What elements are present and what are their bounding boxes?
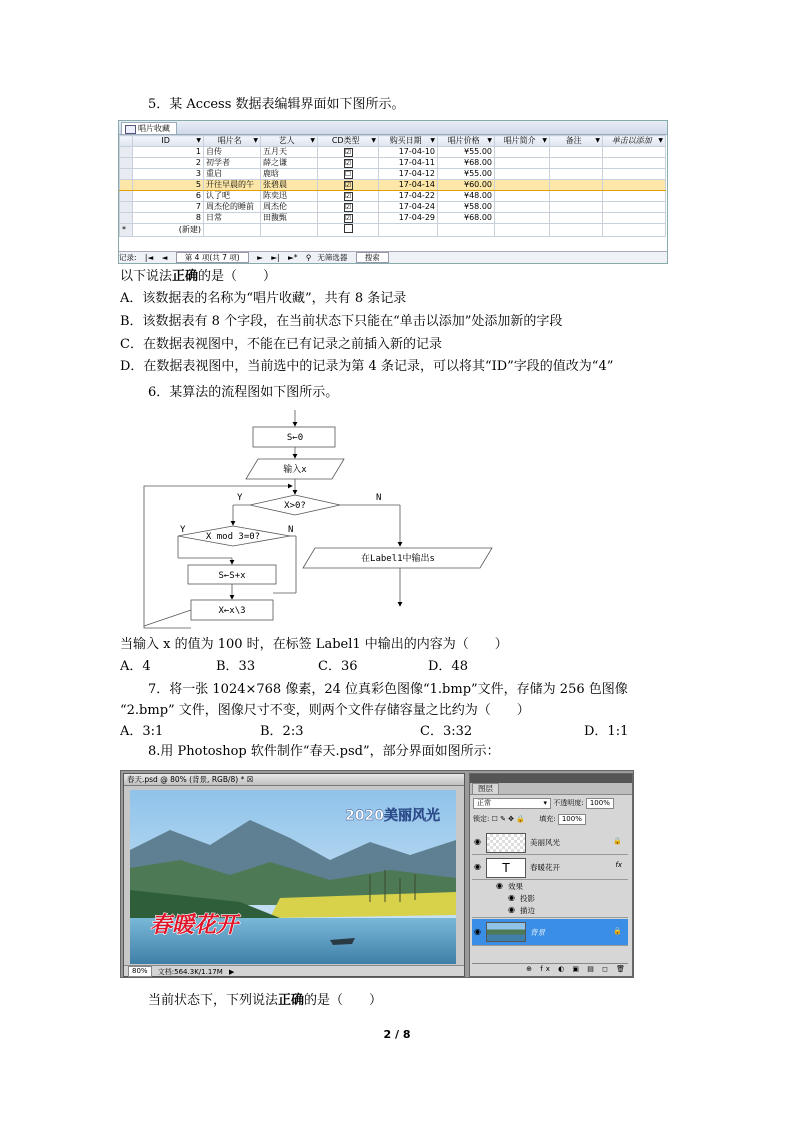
caption-art-text: 春暖花开 bbox=[150, 912, 239, 938]
layer-thumbnail bbox=[486, 922, 526, 942]
checkbox[interactable]: ☐ bbox=[344, 170, 352, 178]
table-row[interactable] bbox=[120, 158, 666, 169]
opacity-label: 不透明度: bbox=[553, 799, 584, 807]
cell-cd[interactable] bbox=[318, 202, 379, 213]
table-row[interactable] bbox=[120, 169, 666, 180]
filter-button[interactable]: 无筛选器 bbox=[317, 253, 348, 262]
fx-icon[interactable]: fx bbox=[615, 861, 622, 869]
table-row[interactable] bbox=[120, 191, 666, 202]
cell-date[interactable]: 17-04-29 bbox=[379, 213, 438, 224]
layer-thumbnail bbox=[486, 833, 526, 853]
document-window bbox=[123, 773, 465, 977]
zoom-field[interactable]: 80% bbox=[128, 966, 152, 977]
effect-label: 投影 bbox=[520, 894, 535, 903]
q5-option-a: A．该数据表的名称为“唱片收藏”，共有 8 条记录 bbox=[120, 291, 407, 306]
cell-artist[interactable]: 周杰伦 bbox=[261, 202, 318, 213]
dropdown-arrow-icon[interactable]: ▼ bbox=[658, 137, 663, 144]
select-all-corner[interactable] bbox=[120, 136, 133, 147]
col-header[interactable]: CD类型 ▼ bbox=[318, 136, 379, 147]
access-datasheet bbox=[118, 120, 668, 264]
cell-date[interactable]: 17-04-12 bbox=[379, 169, 438, 180]
table-row-new[interactable] bbox=[120, 224, 666, 237]
eye-icon[interactable]: ◉ bbox=[474, 862, 481, 871]
cell-date[interactable]: 17-04-24 bbox=[379, 202, 438, 213]
cell-add[interactable] bbox=[603, 180, 666, 191]
lock-icon: 🔒 bbox=[613, 837, 622, 845]
q5-option-d: D．在数据表视图中，当前选中的记录为第 4 条记录，可以将其“ID”字段的值改为“4” bbox=[120, 359, 614, 374]
cell-name[interactable]: 初学者 bbox=[204, 158, 261, 169]
page-number: 2 / 8 bbox=[383, 1028, 411, 1041]
table-row[interactable] bbox=[120, 147, 666, 158]
cell-add[interactable] bbox=[603, 202, 666, 213]
dropdown-arrow-icon[interactable]: ▼ bbox=[487, 137, 492, 144]
cell-cd[interactable] bbox=[318, 191, 379, 202]
cell-add[interactable] bbox=[603, 191, 666, 202]
row-selector[interactable] bbox=[120, 169, 133, 180]
cell-intro[interactable] bbox=[495, 213, 550, 224]
cell-artist[interactable]: 五月天 bbox=[261, 147, 318, 158]
next-record-button[interactable]: ► bbox=[257, 253, 263, 262]
cell-intro[interactable] bbox=[495, 169, 550, 180]
col-header[interactable]: 购买日期 ▼ bbox=[379, 136, 438, 147]
cell-intro[interactable] bbox=[495, 224, 550, 237]
doc-size-text: 文档:564.3K/1.17M bbox=[157, 967, 223, 976]
cell-intro[interactable] bbox=[495, 158, 550, 169]
checkbox[interactable]: ☑ bbox=[344, 181, 352, 189]
opacity-field[interactable]: 100% bbox=[586, 798, 614, 809]
cell-id[interactable]: 1 bbox=[133, 147, 204, 158]
q7-line1: 7．将一张 1024×768 像素，24 位真彩色图像“1.bmp”文件，存储为 256 色图像 bbox=[148, 682, 628, 697]
cell-price[interactable]: ¥55.00 bbox=[438, 169, 495, 180]
cell-cd[interactable] bbox=[318, 169, 379, 180]
record-position-field[interactable]: 第 4 项(共 7 项) bbox=[176, 252, 249, 263]
new-row-marker: * bbox=[120, 224, 133, 237]
flow-output-text: 在Label1中输出s bbox=[361, 554, 435, 564]
dropdown-arrow-icon[interactable]: ▼ bbox=[196, 137, 201, 144]
cell-id[interactable]: 8 bbox=[133, 213, 204, 224]
cell-date[interactable]: 17-04-11 bbox=[379, 158, 438, 169]
row-selector[interactable] bbox=[120, 202, 133, 213]
cell-cd[interactable] bbox=[318, 147, 379, 158]
cell-cd[interactable] bbox=[318, 224, 379, 237]
fill-field[interactable]: 100% bbox=[558, 814, 586, 825]
layers-tab[interactable]: 图层 bbox=[472, 783, 499, 794]
flow-no-label: N bbox=[288, 525, 294, 535]
dropdown-arrow-icon[interactable]: ▼ bbox=[430, 137, 435, 144]
q6-option-a: A．4 bbox=[120, 659, 151, 674]
col-header[interactable]: 唱片价格 ▼ bbox=[438, 136, 495, 147]
cell-intro[interactable] bbox=[495, 191, 550, 202]
cell-price[interactable]: ¥68.00 bbox=[438, 213, 495, 224]
cell-note[interactable] bbox=[550, 202, 603, 213]
cell-cd[interactable] bbox=[318, 180, 379, 191]
dropdown-arrow-icon[interactable]: ▼ bbox=[542, 137, 547, 144]
lock-row bbox=[473, 813, 586, 825]
flow-cond1-text: X>0? bbox=[284, 501, 306, 511]
q6-option-c: C．36 bbox=[318, 659, 358, 674]
cell-date[interactable]: 17-04-22 bbox=[379, 191, 438, 202]
cell-name[interactable] bbox=[204, 224, 261, 237]
cell-id[interactable]: 7 bbox=[133, 202, 204, 213]
q5-option-b: B．该数据表有 8 个字段，在当前状态下只能在“单击以添加”处添加新的字段 bbox=[120, 314, 563, 329]
layer-row[interactable] bbox=[472, 855, 628, 880]
cell-price[interactable]: ¥48.00 bbox=[438, 191, 495, 202]
first-record-button[interactable]: |◄ bbox=[144, 253, 154, 262]
chevron-down-icon: ▾ bbox=[543, 798, 547, 807]
table-icon bbox=[125, 125, 136, 134]
q5-stem: 5．某 Access 数据表编辑界面如下图所示。 bbox=[148, 97, 405, 112]
cell-name[interactable]: 自传 bbox=[204, 147, 261, 158]
filter-icon: ⚲ bbox=[305, 253, 312, 262]
cell-note[interactable] bbox=[550, 169, 603, 180]
cell-cd[interactable] bbox=[318, 213, 379, 224]
image-canvas[interactable] bbox=[130, 790, 456, 964]
flow-assign2-text: X←x\3 bbox=[218, 606, 246, 616]
cell-add[interactable] bbox=[603, 224, 666, 237]
checkbox[interactable] bbox=[344, 224, 353, 233]
cell-artist[interactable]: 田馥甄 bbox=[261, 213, 318, 224]
cell-note[interactable] bbox=[550, 191, 603, 202]
q6-stem: 6．某算法的流程图如下图所示。 bbox=[148, 385, 339, 400]
cell-artist[interactable]: 鹿晗 bbox=[261, 169, 318, 180]
eye-icon[interactable]: ◉ bbox=[474, 837, 481, 846]
lock-icon: 🔒 bbox=[613, 927, 622, 935]
cell-note[interactable] bbox=[550, 224, 603, 237]
cell-price[interactable]: ¥58.00 bbox=[438, 202, 495, 213]
q7-option-c: C．3:32 bbox=[420, 724, 473, 739]
cell-add[interactable] bbox=[603, 213, 666, 224]
cell-intro[interactable] bbox=[495, 180, 550, 191]
panel-topbar bbox=[470, 774, 632, 783]
lock-label: 锁定: bbox=[473, 815, 490, 823]
cell-artist[interactable]: 薛之谦 bbox=[261, 158, 318, 169]
effect-label: 描边 bbox=[520, 906, 535, 915]
effect-row[interactable] bbox=[472, 892, 628, 904]
cell-price[interactable]: ¥68.00 bbox=[438, 158, 495, 169]
cell-name[interactable]: 认了吧 bbox=[204, 191, 261, 202]
col-header-click-to-add[interactable]: 单击以添加 ▼ bbox=[603, 136, 666, 147]
status-arrow-icon[interactable]: ▶ bbox=[229, 967, 235, 976]
cell-add[interactable] bbox=[603, 158, 666, 169]
document-status-bar bbox=[124, 965, 464, 976]
col-header[interactable]: 唱片简介 ▼ bbox=[495, 136, 550, 147]
flow-cond2-text: X mod 3=0? bbox=[205, 532, 261, 542]
layer-name: 背景 bbox=[530, 928, 545, 937]
new-record-button[interactable]: ►* bbox=[287, 253, 298, 262]
cell-artist[interactable]: 张碧晨 bbox=[261, 180, 318, 191]
layer-name: 美丽风光 bbox=[530, 838, 560, 847]
layer-name: 春暖花开 bbox=[530, 863, 560, 872]
q7-option-a: A．3:1 bbox=[120, 724, 164, 739]
col-header[interactable]: ID ▼ bbox=[133, 136, 204, 147]
flowchart bbox=[140, 408, 500, 630]
cell-date[interactable]: 17-04-10 bbox=[379, 147, 438, 158]
table-row-selected[interactable] bbox=[120, 180, 666, 191]
eye-icon[interactable]: ◉ bbox=[496, 881, 503, 890]
eye-icon[interactable]: ◉ bbox=[508, 893, 515, 902]
panel-bottom-toolbar[interactable]: ⊕ fx ◐ ▣ ▤ ◻ 🗑 bbox=[472, 963, 628, 974]
layers-panel bbox=[469, 773, 633, 977]
q5-option-c: C．在数据表视图中，不能在已有记录之前插入新的记录 bbox=[120, 337, 442, 352]
dropdown-arrow-icon[interactable]: ▼ bbox=[595, 137, 600, 144]
flow-init-text: S←0 bbox=[286, 433, 304, 443]
cell-name[interactable]: 日常 bbox=[204, 213, 261, 224]
cell-note[interactable] bbox=[550, 180, 603, 191]
cell-name[interactable]: 重启 bbox=[204, 169, 261, 180]
cell-price[interactable] bbox=[438, 224, 495, 237]
flow-no-label: N bbox=[376, 493, 382, 503]
record-label: 记录: bbox=[119, 253, 137, 262]
row-selector[interactable] bbox=[120, 191, 133, 202]
checkbox[interactable]: ☑ bbox=[344, 159, 352, 167]
dropdown-arrow-icon[interactable]: ▼ bbox=[253, 137, 258, 144]
cell-price[interactable]: ¥60.00 bbox=[438, 180, 495, 191]
flow-assign1-text: S←S+x bbox=[218, 571, 246, 581]
q7-line2: “2.bmp” 文件，图像尺寸不变，则两个文件存储容量之比约为（ ） bbox=[120, 703, 530, 718]
checkbox[interactable]: ☑ bbox=[344, 214, 352, 222]
lock-icons[interactable]: ☐ ✎ ✥ 🔒 bbox=[491, 815, 525, 823]
row-selector[interactable] bbox=[120, 180, 133, 191]
q6-question: 当输入 x 的值为 100 时，在标签 Label1 中输出的内容为（ ） bbox=[120, 637, 508, 652]
cell-id[interactable]: 6 bbox=[133, 191, 204, 202]
prev-record-button[interactable]: ◄ bbox=[161, 253, 168, 262]
effects-row[interactable] bbox=[472, 880, 628, 892]
cell-id[interactable]: 5 bbox=[133, 180, 204, 191]
col-header[interactable]: 唱片名 ▼ bbox=[204, 136, 261, 147]
fill-label: 填充: bbox=[539, 815, 556, 823]
q6-option-d: D．48 bbox=[428, 659, 468, 674]
layer-row-selected[interactable] bbox=[472, 919, 628, 946]
photoshop-window bbox=[120, 770, 634, 978]
q7-option-d: D．1:1 bbox=[584, 724, 629, 739]
access-tab-label: 唱片收藏 bbox=[138, 124, 170, 133]
cell-cd[interactable] bbox=[318, 158, 379, 169]
q7-option-b: B．2:3 bbox=[260, 724, 304, 739]
q6-option-b: B．33 bbox=[216, 659, 256, 674]
q5-prompt: 以下说法正确的是（ ） bbox=[120, 269, 277, 284]
flow-yes-label: Y bbox=[180, 525, 186, 535]
eye-icon[interactable]: ◉ bbox=[474, 927, 481, 936]
cell-artist[interactable] bbox=[261, 224, 318, 237]
cell-price[interactable]: ¥55.00 bbox=[438, 147, 495, 158]
access-tab[interactable] bbox=[121, 122, 177, 134]
checkbox[interactable]: ☑ bbox=[344, 192, 352, 200]
cell-id-new[interactable]: (新建) bbox=[133, 224, 204, 237]
q8-stem: 8.用 Photoshop 软件制作“春天.psd”，部分界面如图所示： bbox=[148, 744, 500, 759]
col-header[interactable]: 备注 ▼ bbox=[550, 136, 603, 147]
flow-input-text: 输入x bbox=[283, 465, 307, 475]
cell-id[interactable]: 2 bbox=[133, 158, 204, 169]
access-table bbox=[119, 135, 666, 237]
record-navigator bbox=[119, 251, 667, 263]
cell-intro[interactable] bbox=[495, 147, 550, 158]
eye-icon[interactable]: ◉ bbox=[508, 905, 515, 914]
effect-row[interactable] bbox=[472, 904, 628, 918]
table-row[interactable] bbox=[120, 202, 666, 213]
col-header[interactable]: 艺人 ▼ bbox=[261, 136, 318, 147]
caption-top-text: 2020美丽风光 bbox=[345, 808, 440, 824]
flow-yes-label: Y bbox=[237, 493, 243, 503]
cell-note[interactable] bbox=[550, 158, 603, 169]
row-selector[interactable] bbox=[120, 158, 133, 169]
checkbox[interactable]: ☑ bbox=[344, 148, 352, 156]
checkbox[interactable]: ☑ bbox=[344, 203, 352, 211]
dropdown-arrow-icon[interactable]: ▼ bbox=[371, 137, 376, 144]
cell-add[interactable] bbox=[603, 147, 666, 158]
cell-date[interactable]: 17-04-14 bbox=[379, 180, 438, 191]
cell-name[interactable]: 周杰伦的睡前 bbox=[204, 202, 261, 213]
cell-intro[interactable] bbox=[495, 202, 550, 213]
row-selector[interactable] bbox=[120, 147, 133, 158]
dropdown-arrow-icon[interactable]: ▼ bbox=[310, 137, 315, 144]
search-input[interactable]: 搜索 bbox=[356, 252, 389, 263]
cell-date[interactable] bbox=[379, 224, 438, 237]
cell-note[interactable] bbox=[550, 213, 603, 224]
layer-row[interactable] bbox=[472, 830, 628, 855]
panel-tabs bbox=[470, 783, 632, 795]
last-record-button[interactable]: ►| bbox=[271, 253, 280, 262]
cell-note[interactable] bbox=[550, 147, 603, 158]
blend-mode-select[interactable]: 正常 ▾ bbox=[473, 798, 551, 809]
blend-row bbox=[473, 797, 614, 809]
cell-add[interactable] bbox=[603, 169, 666, 180]
text-layer-thumbnail: T bbox=[486, 858, 526, 878]
q8-prompt: 当前状态下，下列说法正确的是（ ） bbox=[148, 993, 383, 1008]
landscape-image bbox=[130, 790, 456, 964]
cell-name[interactable]: 开往早晨的午 bbox=[204, 180, 261, 191]
table-row[interactable] bbox=[120, 213, 666, 224]
cell-artist[interactable]: 陈奕迅 bbox=[261, 191, 318, 202]
cell-id[interactable]: 3 bbox=[133, 169, 204, 180]
row-selector[interactable] bbox=[120, 213, 133, 224]
document-title[interactable]: 春天.psd @ 80% (背景, RGB/8) * ☒ bbox=[124, 774, 464, 786]
effects-label: 效果 bbox=[508, 882, 523, 891]
access-tabbar bbox=[119, 121, 667, 135]
